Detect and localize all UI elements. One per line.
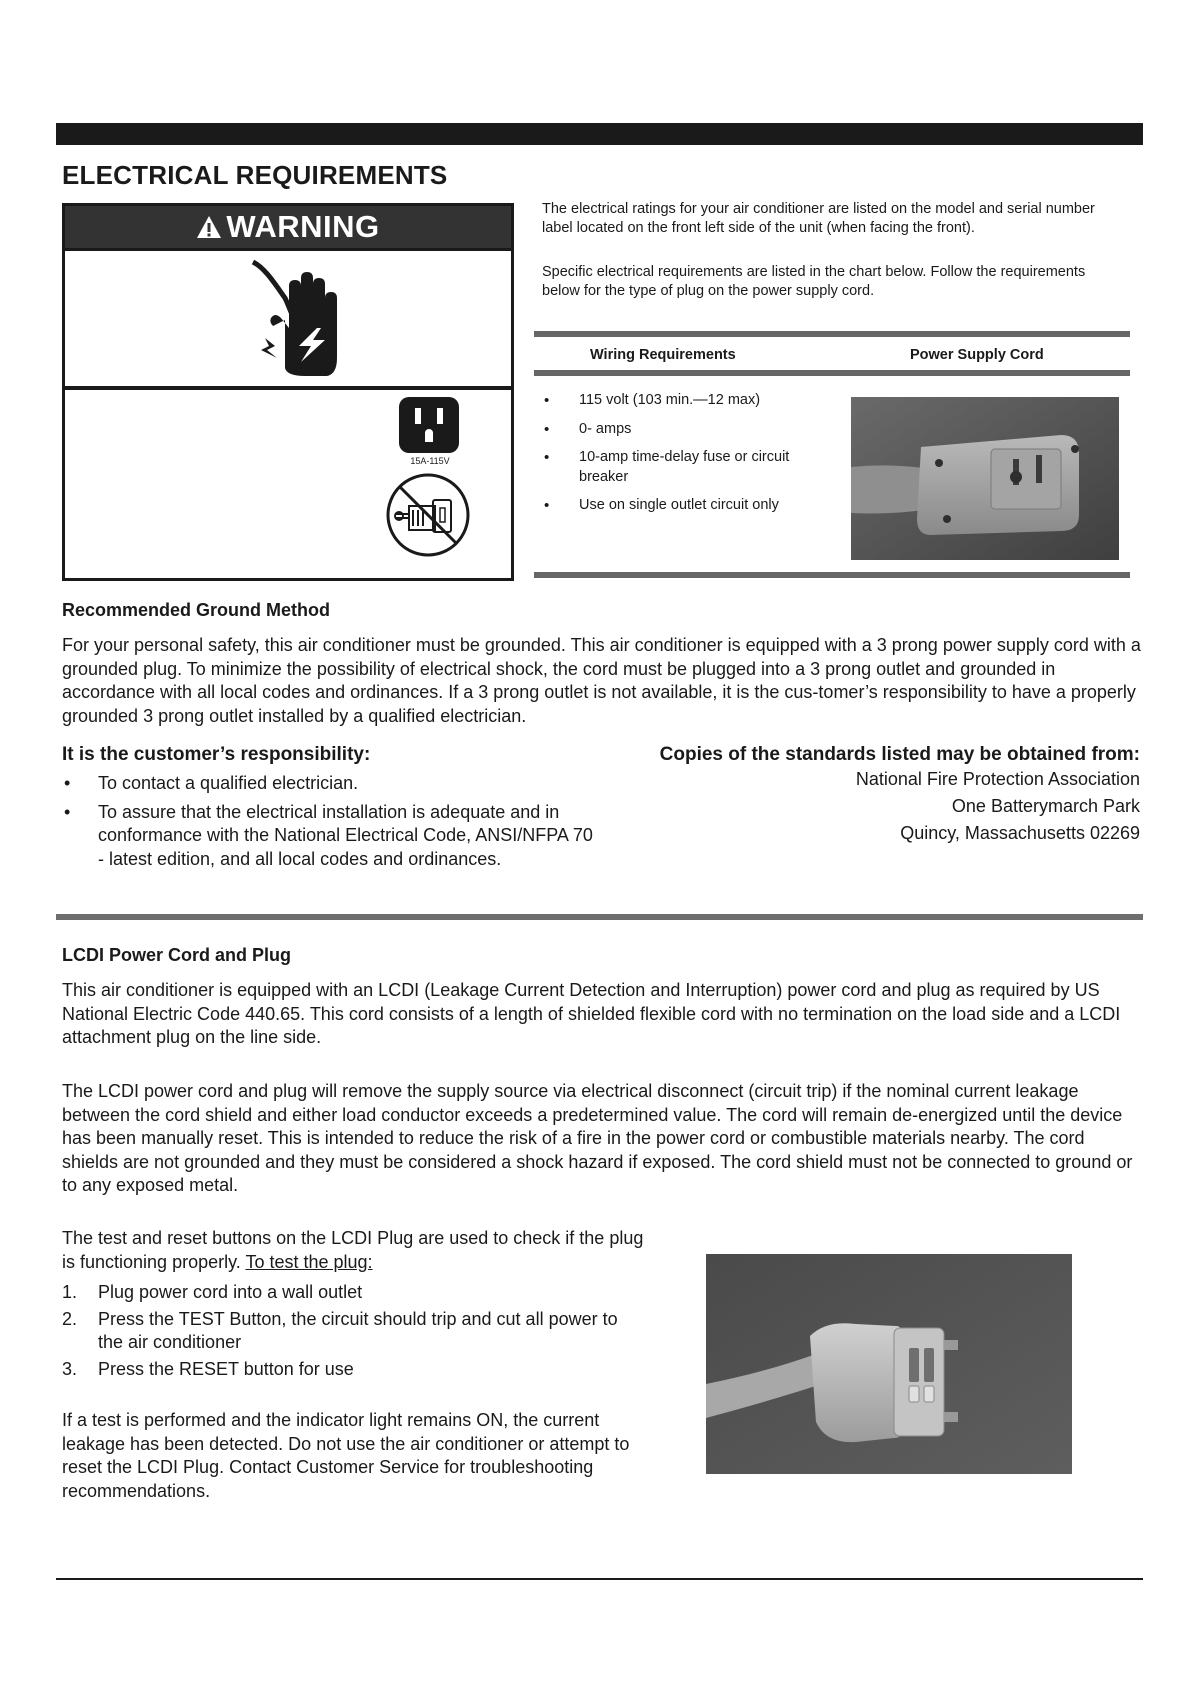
wiring-requirements-list bbox=[542, 391, 812, 525]
intro-paragraph-1: The electrical ratings for your air conditioner are listed on the model and serial number label located on the front left side of the unit (when facing the front). bbox=[542, 201, 1095, 236]
standards-line-3: Quincy, Massachusetts 02269 bbox=[900, 823, 1140, 843]
footer-rule bbox=[56, 1578, 1143, 1580]
page-title: ELECTRICAL REQUIREMENTS bbox=[62, 160, 448, 190]
step-text: Press the TEST Button, the circuit should trip and cut all power to the air conditioner bbox=[98, 1308, 618, 1352]
grounded-outlet-icon bbox=[398, 396, 460, 459]
no-adapter-icon bbox=[385, 472, 471, 563]
lcdi-paragraph-1: This air conditioner is equipped with an LCDI (Leakage Current Detection and Interruption) power cord and plug as required by US National Electric Code 440.65. This cord consists of a length of shielded flexible cord with no termination on the load side and a LCDI attachment plug on the line side. bbox=[62, 980, 1121, 1047]
ground-method-heading: Recommended Ground Method bbox=[62, 600, 331, 620]
lcdi-heading: LCDI Power Cord and Plug bbox=[62, 945, 292, 965]
lcdi-final-paragraph: If a test is performed and the indicator light remains ON, the current leakage has been detected. Do not use the air conditioner or attempt to reset the LCDI Plug. Contact Customer Service for troubleshooting recommendations. bbox=[62, 1410, 630, 1501]
table-header-rule bbox=[534, 370, 1130, 376]
warning-triangle-icon bbox=[196, 206, 222, 248]
test-the-plug-label: To test the plug: bbox=[245, 1251, 373, 1272]
lcdi-paragraph-2: The LCDI power cord and plug will remove the supply source via electrical disconnect (circuit trip) if the nominal current leakage between the cord shield and either load conductor exceeds a predetermined value. The cord will remain de-energized until the device has been manually reset. This is intended to reduce the risk of a fire in the power cord or combustible materials nearby. The cord shields are not grounded and they must be considered a shock hazard if exposed. The cord shield must not be connected to ground or to any exposed metal. bbox=[62, 1081, 1133, 1195]
table-header-wiring: Wiring Requirements bbox=[590, 347, 736, 363]
list-item bbox=[62, 1281, 632, 1305]
power-cord-photo bbox=[851, 397, 1119, 560]
list-item bbox=[62, 1308, 632, 1355]
lcdi-plug-photo bbox=[706, 1254, 1072, 1474]
section-divider bbox=[56, 914, 1143, 920]
lcdi-test-intro bbox=[62, 1227, 652, 1274]
table-top-rule bbox=[534, 331, 1130, 337]
outlet-rating-label: 15A-115V bbox=[410, 456, 450, 466]
list-item: • 10-amp time-delay fuse or circuit breaker bbox=[542, 448, 812, 487]
header-bar bbox=[56, 123, 1143, 145]
standards-line-2: One Batterymarch Park bbox=[951, 796, 1140, 816]
test-intro-text: The test and reset buttons on the LCDI Plug are used to check if the plug is functioning properly. bbox=[62, 1228, 644, 1272]
step-number: 2. bbox=[62, 1308, 78, 1329]
ground-method-text: For your personal safety, this air conditioner must be grounded. This air conditioner is equipped with a 3 prong power supply cord with a grounded plug. To minimize the possibility of electrical shock, the cord must be plugged into a 3 prong outlet and grounded in accordance with all local codes and ordinances. If a 3 prong outlet is not available, it is the cus-tomer’s responsibility to have a properly grounded 3 prong outlet installed by a qualified electrician. bbox=[62, 635, 1141, 726]
step-text: Plug power cord into a wall outlet bbox=[98, 1282, 363, 1302]
table-header-cord: Power Supply Cord bbox=[910, 347, 1044, 363]
step-number: 1. bbox=[62, 1282, 78, 1302]
standards-line-1: National Fire Protection Association bbox=[855, 769, 1140, 789]
list-item: • Use on single outlet circuit only bbox=[542, 496, 812, 516]
warning-header bbox=[65, 206, 511, 248]
standards-heading: Copies of the standards listed may be obtained from: bbox=[659, 744, 1140, 765]
intro-paragraph-2: Specific electrical requirements are listed in the chart below. Follow the requirements below for the type of plug on the power supply cord. bbox=[542, 264, 1086, 299]
electric-shock-hand-icon bbox=[245, 258, 345, 383]
warning-divider bbox=[65, 386, 511, 390]
step-number: 3. bbox=[62, 1358, 78, 1379]
warning-panel bbox=[62, 203, 514, 581]
list-item: • 0- amps bbox=[542, 420, 812, 440]
step-text: Press the RESET button for use bbox=[98, 1358, 354, 1379]
warning-divider bbox=[65, 248, 511, 251]
list-item bbox=[62, 1358, 632, 1382]
list-item: • To contact a qualified electrician. bbox=[62, 772, 602, 796]
warning-header-text: WARNING bbox=[226, 209, 380, 244]
test-steps-list bbox=[62, 1281, 632, 1384]
list-item: • To assure that the electrical installation is adequate and in conformance with the National Electrical Code, ANSI/NFPA 70 - latest edition, and all local codes and ordinances. bbox=[62, 801, 602, 872]
list-item: • 115 volt (103 min.—12 max) bbox=[542, 391, 812, 411]
table-bottom-rule bbox=[534, 572, 1130, 578]
responsibility-heading: It is the customer’s responsibility: bbox=[62, 744, 371, 765]
responsibility-list bbox=[62, 772, 602, 876]
